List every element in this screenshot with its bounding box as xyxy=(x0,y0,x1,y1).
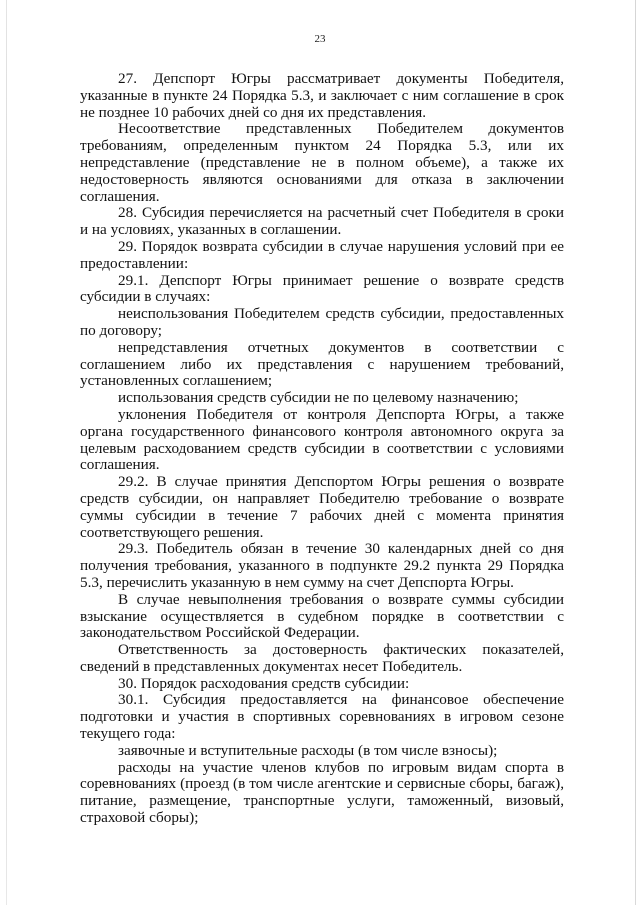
case-evasion: уклонения Победителя от контроля Депспорта Югры, а также органа государственного финансового контроля автономного округа за целевым расходованием средств субсидии в соответствии с условиями соглашения. xyxy=(80,405,564,474)
case-nonuse: неиспользования Победителем средств субсидии, предоставленных по договору; xyxy=(80,305,564,339)
paragraph-28: 28. Субсидия перечисляется на расчетный счет Победителя в сроки и на условиях, указанных в соглашении. xyxy=(80,204,564,239)
paragraph-29-3: 29.3. Победитель обязан в течение 30 календарных дней со дня получения требования, указанного в подпункте 29.2 пункта 29 Порядка 5.3, перечислить указанную в нем сумму на счет Депспорта Югры. xyxy=(80,540,564,591)
scan-edge-right xyxy=(635,0,636,905)
paragraph-30: 30. Порядок расходования средств субсидии: xyxy=(118,674,410,692)
paragraph-29: 29. Порядок возврата субсидии в случае нарушения условий при ее предоставлении: xyxy=(80,237,564,272)
paragraph-29-1: 29.1. Депспорт Югры принимает решение о возврате средств субсидии в случаях: xyxy=(80,271,564,306)
case-no-reports: непредставления отчетных документов в соответствии с соглашением либо их представления с нарушением требований, установленных соглашением; xyxy=(80,338,564,390)
paragraph-29-2: 29.2. В случае принятия Депспортом Югры решения о возврате средств субсидии, он направляет Победителю требование о возврате суммы субсидии в течение 7 рабочих дней с момента принятия соответствующего решения. xyxy=(80,473,564,541)
document-body xyxy=(80,71,564,827)
paragraph-recovery: В случае невыполнения требования о возврате суммы субсидии взыскание осуществляется в судебном порядке в соответствии с законодательством Российской Федерации. xyxy=(80,590,564,642)
expense-entry-fees: заявочные и вступительные расходы (в том числе взносы); xyxy=(118,741,498,759)
scan-edge-left xyxy=(6,0,7,905)
page-number: 23 xyxy=(314,33,326,45)
paragraph-27: 27. Депспорт Югры рассматривает документы Победителя, указанные в пункте 24 Порядка 5.3, и заключает с ним соглашение в срок не позднее 10 рабочих дней со дня их представления. xyxy=(80,70,564,121)
case-misuse: использования средств субсидии не по целевому назначению; xyxy=(118,389,519,407)
paragraph-30-1: 30.1. Субсидия предоставляется на финансовое обеспечение подготовки и участия в спортивных соревнованиях в игровом сезоне текущего года: xyxy=(80,691,564,743)
expense-participation: расходы на участие членов клубов по игровым видам спорта в соревнованиях (проезд (в том числе агентские и сервисные сборы, багаж), питание, размещение, транспортные услуги, таможенный, визовый, страховой сборы); xyxy=(80,758,564,827)
paragraph-responsibility: Ответственность за достоверность фактических показателей, сведений в представленных документах несет Победитель. xyxy=(80,641,564,675)
paragraph-27-noncompliance: Несоответствие представленных Победителем документов требованиям, определенным пунктом 24 Порядка 5.3, или их непредставление (представление не в полном объеме), а также их недостоверность являются основаниями для отказа в заключении соглашения. xyxy=(80,120,564,205)
